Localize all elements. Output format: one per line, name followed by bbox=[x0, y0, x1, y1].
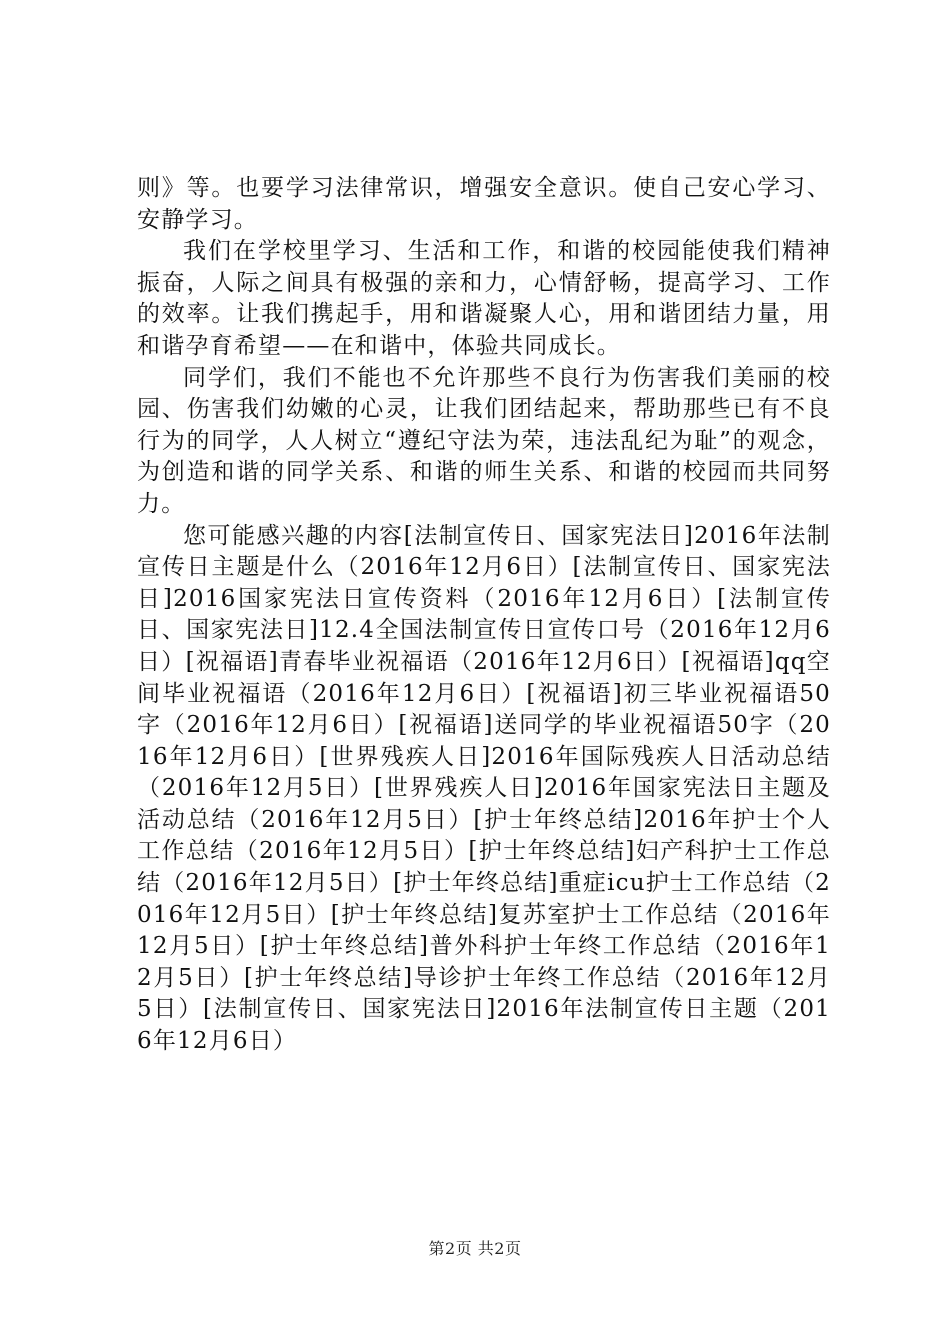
document-body bbox=[137, 173, 831, 1058]
page-footer: 第2页 共2页 bbox=[428, 1239, 522, 1258]
paragraph-related-content: 您可能感兴趣的内容[法制宣传日、国家宪法日]2016年法制宣传日主题是什么（2016年12月6日）[法制宣传日、国家宪法日]2016国家宪法日宣传资料（2016年12月6日）[法制宣传日、国家宪法日]12.4全国法制宣传日宣传口号（2016年12月6日）[祝福语]青春毕业祝福语（2016年12月6日）[祝福语]qq空间毕业祝福语（2016年12月6日）[祝福语]初三毕业祝福语50字（2016年12月6日）[祝福语]送同学的毕业祝福语50字（2016年12月6日）[世界残疾人日]2016年国际残疾人日活动总结（2016年12月5日）[世界残疾人日]2016年国家宪法日主题及活动总结（2016年12月5日）[护士年终总结]2016年护士个人工作总结（2016年12月5日）[护士年终总结]妇产科护士工作总结（2016年12月5日）[护士年终总结]重症icu护士工作总结（2016年12月5日）[护士年终总结]复苏室护士工作总结（2016年12月5日）[护士年终总结]普外科护士年终工作总结（2016年12月5日）[护士年终总结]导诊护士年终工作总结（2016年12月5日）[法制宣传日、国家宪法日]2016年法制宣传日主题（2016年12月6日） bbox=[137, 522, 831, 1055]
paragraph-1: 则》等。也要学习法律常识，增强安全意识。使自己安心学习、安静学习。 bbox=[137, 175, 831, 233]
paragraph-2: 我们在学校里学习、生活和工作，和谐的校园能使我们精神振奋，人际之间具有极强的亲和力，心情舒畅，提高学习、工作的效率。让我们携起手，用和谐凝聚人心，用和谐团结力量，用和谐孕育希望——在和谐中，体验共同成长。 bbox=[137, 238, 831, 359]
paragraph-3: 同学们，我们不能也不允许那些不良行为伤害我们美丽的校园、伤害我们幼嫩的心灵，让我们团结起来，帮助那些已有不良行为的同学，人人树立“遵纪守法为荣，违法乱纪为耻”的观念，为创造和谐的同学关系、和谐的师生关系、和谐的校园而共同努力。 bbox=[137, 364, 831, 517]
